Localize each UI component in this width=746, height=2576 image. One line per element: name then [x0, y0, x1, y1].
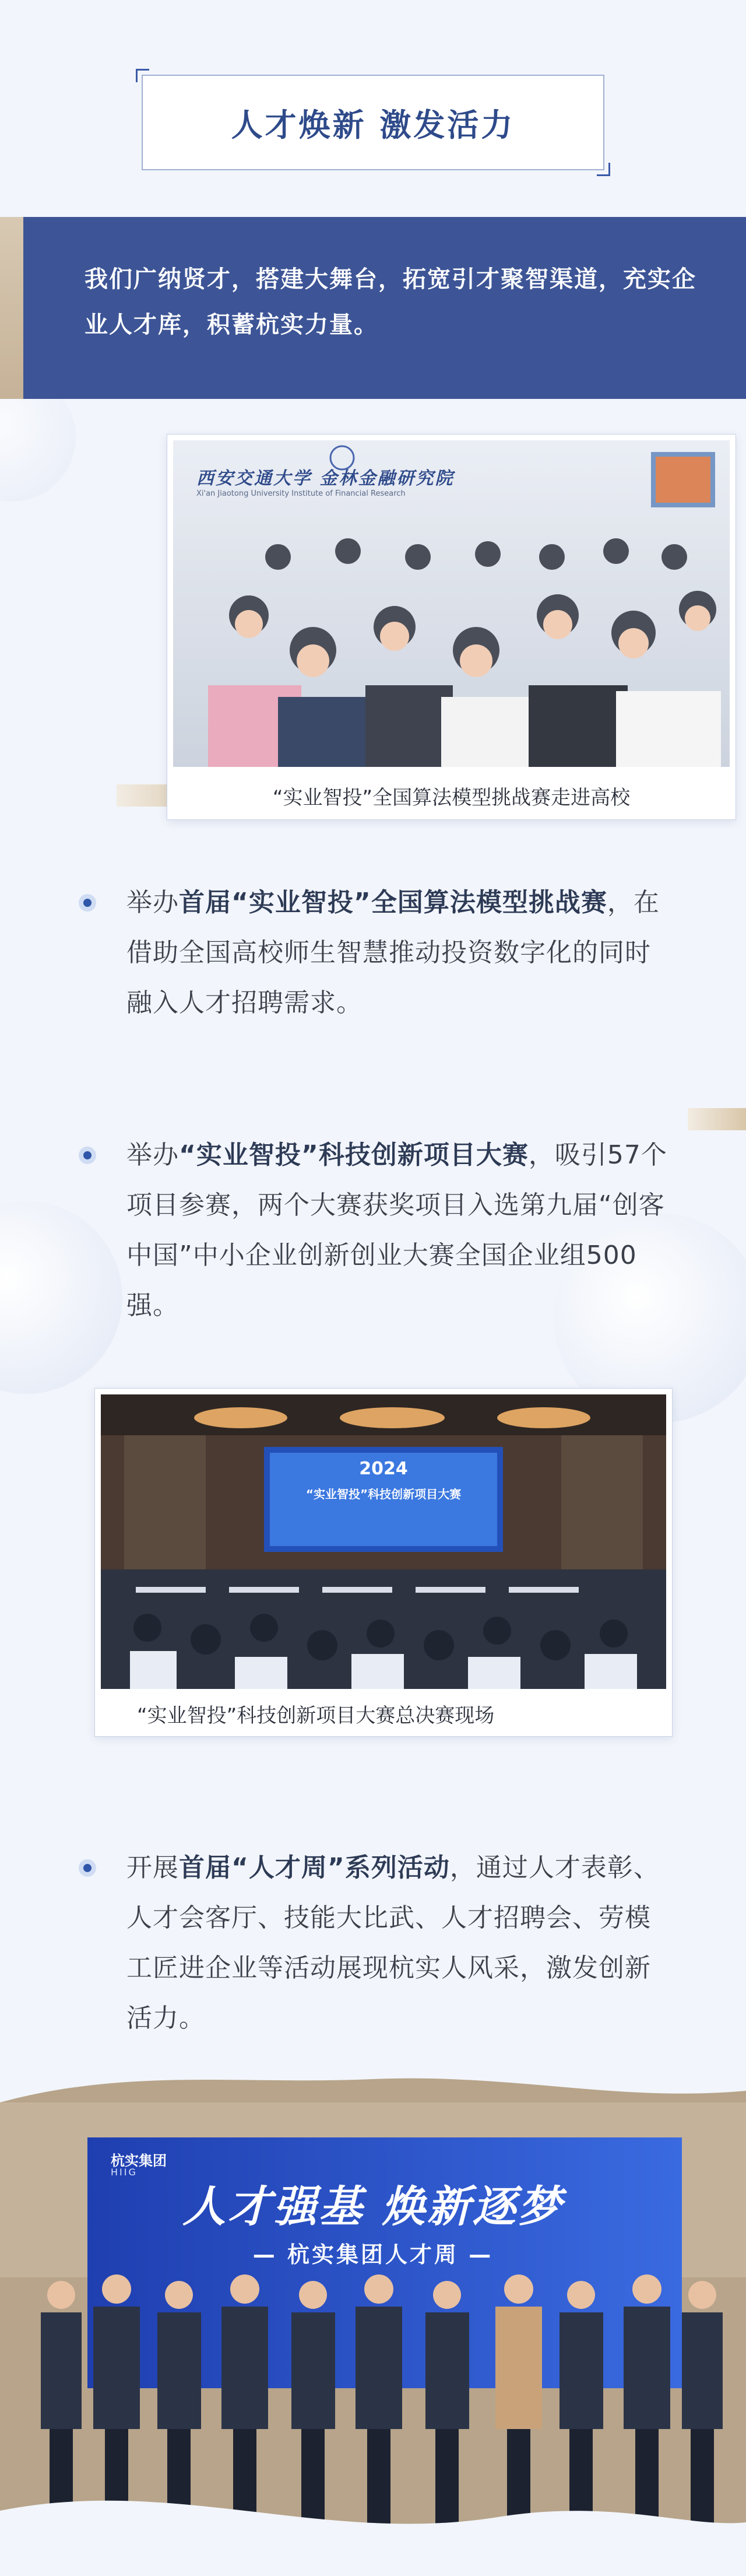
corner-accent	[597, 163, 610, 176]
screen-year: 2024	[359, 1459, 408, 1479]
bullet-icon	[79, 894, 96, 912]
banner-subtitle: — 杭实集团人才周 —	[252, 2242, 494, 2267]
sign-text: 西安交通大学 金林金融研究院	[196, 468, 455, 489]
photo-algorithm-contest	[173, 440, 730, 767]
photo-innovation-final	[101, 1394, 666, 1689]
gold-accent-bar	[688, 1108, 746, 1130]
section-title-frame	[142, 75, 604, 170]
bullet-body: ，吸引57个项目参赛，两个大赛获奖项目入选第九届“创客中国”中小企业创新创业大赛全国企业组500强。	[126, 1140, 667, 1320]
screen-title: “实业智投”科技创新项目大赛	[305, 1487, 462, 1501]
photo-caption: “实业智投”全国算法模型挑战赛走进高校	[272, 786, 631, 809]
bullet-lead: 举办	[126, 888, 179, 917]
banner-logo-en: HIIG	[111, 2167, 138, 2178]
banner-edge-accent	[0, 217, 23, 399]
bullet-text	[126, 1130, 673, 1331]
corner-accent	[136, 69, 149, 82]
bullet-icon	[79, 1147, 96, 1164]
banner-logo: 杭实集团	[111, 2153, 167, 2169]
intro-text: 我们广纳贤才，搭建大舞台，拓宽引才聚智渠道，充实企业人才库，积蓄杭实力量。	[85, 266, 696, 338]
list-item	[79, 1843, 673, 2044]
list-item	[79, 1130, 673, 1331]
bullet-highlight: “实业智投”科技创新项目大赛	[179, 1140, 529, 1170]
bullet-text	[126, 878, 673, 1028]
bullet-icon	[79, 1859, 96, 1877]
bullet-lead: 开展	[126, 1853, 179, 1883]
bullet-text	[126, 1843, 673, 2044]
sign-subtext: Xi'an Jiaotong University Institute of Financial Research	[196, 489, 406, 498]
list-item	[79, 878, 673, 1028]
page-title: 人才焕新 激发活力	[231, 106, 515, 143]
group-photo	[0, 2067, 746, 2576]
photo-caption: “实业智投”科技创新项目大赛总决赛现场	[137, 1704, 495, 1727]
photo-card-algorithm-contest	[167, 434, 736, 820]
conference-hall-photo	[101, 1394, 666, 1689]
bullet-highlight: 首届“人才周”系列活动	[179, 1853, 450, 1883]
banner-headline: 人才强基 焕新逐梦	[182, 2182, 564, 2232]
bullet-highlight: 首届“实业智投”全国算法模型挑战赛	[179, 888, 607, 917]
bullet-body: ，在借助全国高校师生智慧推动投资数字化的同时融入人才招聘需求。	[126, 888, 660, 1018]
intro-banner	[23, 217, 746, 399]
photo-card-innovation-final	[94, 1388, 673, 1737]
bullet-lead: 举办	[126, 1140, 179, 1170]
bullet-body: ，通过人才表彰、人才会客厅、技能大比武、人才招聘会、劳模工匠进企业等活动展现杭实人风采，激发创新活力。	[126, 1853, 660, 2033]
photo-talent-week	[0, 2067, 746, 2576]
